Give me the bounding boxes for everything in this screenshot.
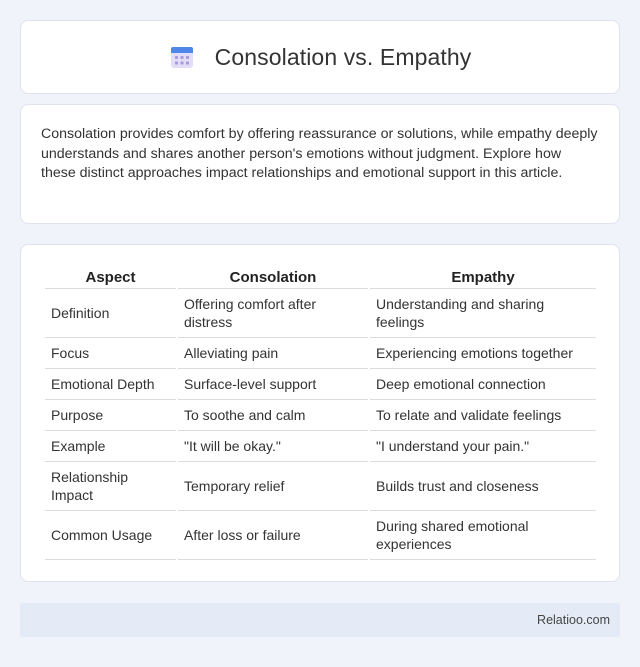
table-cell: Surface-level support bbox=[178, 369, 368, 400]
table-row bbox=[45, 462, 596, 511]
column-header-aspect: Aspect bbox=[45, 265, 176, 289]
footer bbox=[20, 603, 620, 637]
table-cell: Deep emotional connection bbox=[370, 369, 596, 400]
table-cell: Common Usage bbox=[45, 511, 176, 560]
intro-text: Consolation provides comfort by offering reassurance or solutions, while empathy deeply understands and shares another person's emotions without judgment. Explore how these distinct approaches impact relationships and emotional support in this article. bbox=[41, 126, 598, 181]
table-row bbox=[45, 369, 596, 400]
table-cell: Focus bbox=[45, 338, 176, 369]
comparison-card bbox=[20, 244, 620, 582]
table-cell: During shared emotional experiences bbox=[370, 511, 596, 560]
table-cell: Definition bbox=[45, 289, 176, 338]
table-cell: After loss or failure bbox=[178, 511, 368, 560]
table-cell: Emotional Depth bbox=[45, 369, 176, 400]
table-cell: Understanding and sharing feelings bbox=[370, 289, 596, 338]
table-cell: To relate and validate feelings bbox=[370, 400, 596, 431]
table-cell: Offering comfort after distress bbox=[178, 289, 368, 338]
table-row bbox=[45, 400, 596, 431]
intro-card bbox=[20, 104, 620, 224]
table-cell: Alleviating pain bbox=[178, 338, 368, 369]
comparison-table bbox=[43, 265, 598, 560]
table-cell: Purpose bbox=[45, 400, 176, 431]
column-header-empathy: Empathy bbox=[370, 265, 596, 289]
table-cell: Temporary relief bbox=[178, 462, 368, 511]
footer-brand[interactable]: Relatioo.com bbox=[537, 613, 610, 627]
table-header-row bbox=[45, 265, 596, 289]
table-row bbox=[45, 511, 596, 560]
table-row bbox=[45, 289, 596, 338]
title-card bbox=[20, 20, 620, 94]
column-header-consolation: Consolation bbox=[178, 265, 368, 289]
calendar-icon bbox=[169, 44, 195, 70]
table-row bbox=[45, 338, 596, 369]
table-cell: Builds trust and closeness bbox=[370, 462, 596, 511]
table-cell: "I understand your pain." bbox=[370, 431, 596, 462]
page-title: Consolation vs. Empathy bbox=[214, 43, 472, 70]
table-cell: Experiencing emotions together bbox=[370, 338, 596, 369]
table-cell: "It will be okay." bbox=[178, 431, 368, 462]
table-cell: Relationship Impact bbox=[45, 462, 176, 511]
table-row bbox=[45, 431, 596, 462]
table-cell: Example bbox=[45, 431, 176, 462]
table-cell: To soothe and calm bbox=[178, 400, 368, 431]
